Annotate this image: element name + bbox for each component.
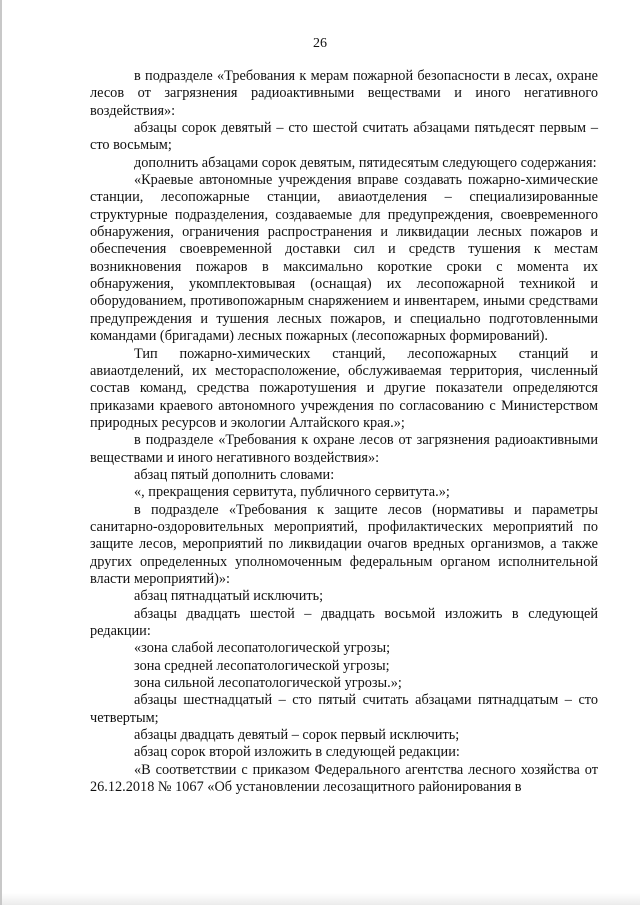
paragraph: в подразделе «Требования к охране лесов от загрязнения радиоактивными веществами и иного негативного воздействия»: [90,432,598,466]
scan-shadow [0,893,640,905]
paragraph: «В соответствии с приказом Федерального агентства лесного хозяйства от 26.12.2018 № 1067 «Об установлении лесозащитного районирования в [90,761,598,796]
scan-edge [0,0,2,905]
paragraph: дополнить абзацами сорок девятым, пятидесятым следующего содержания: [134,154,597,171]
paragraph: «зона слабой лесопатологической угрозы; [134,640,391,657]
paragraph: в подразделе «Требования к мерам пожарной безопасности в лесах, охране лесов от загрязнения радиоактивными веществами и иного негативного воздействия»: [90,68,598,119]
paragraph: абзац пятнадцатый исключить; [134,588,324,605]
paragraph: абзац пятый дополнить словами: [134,466,335,483]
paragraph: в подразделе «Требования к защите лесов (нормативы и параметры санитарно-оздоровительных мероприятий, профилактических мероприятий по защите лесов, мероприятий по ликвидации очагов вредных организмов, а также других определенных уполномоченным федеральным органом исполнительной власти мероприятий)»: [90,501,598,587]
paragraph: «Краевые автономные учреждения вправе создавать пожарно-химические станции, лесопожарные станции, авиаотделения – специализированные структурные подразделения, создаваемые для предупреждения, своевременного обнаружения, ограничения распространения и ликвидации лесных пожаров и обеспечения своевременной доставки сил и средств тушения к местам возникновения пожаров в максимально короткие сроки с момента их обнаружения, укомплектовывая (оснащая) их лесопожарной техникой и оборудованием, противопожарным снаряжением и инвентарем, иными средствами предупреждения и тушения лесных пожаров, и специально подготовленными командами (бригадами) лесных пожарных (лесопожарных формирований). [90,172,598,345]
page-number: 26 [313,36,327,51]
paragraph: абзацы двадцать девятый – сорок первый исключить; [134,727,460,744]
paragraph: Тип пожарно-химических станций, лесопожарных станций и авиаотделений, их месторасположение, обслуживаемая территория, численный состав команд, средства пожаротушения и другие показатели определяются приказами краевого автономного учреждения по согласованию с Министерством природных ресурсов и экологии Алтайского края.»; [90,345,598,431]
document-body [90,68,598,796]
paragraph: абзацы шестнадцатый – сто пятый считать абзацами пятнадцатым – сто четвертым; [90,692,598,726]
paragraph: абзацы сорок девятый – сто шестой считать абзацами пятьдесят первым – сто восьмым; [90,120,598,154]
paragraph: зона сильной лесопатологической угрозы.»; [134,675,402,692]
paragraph: «, прекращения сервитута, публичного сервитута.»; [134,484,450,501]
paragraph: абзацы двадцать шестой – двадцать восьмой изложить в следующей редакции: [90,605,598,639]
paragraph: зона средней лесопатологической угрозы; [134,657,390,674]
paragraph: абзац сорок второй изложить в следующей редакции: [134,744,460,761]
